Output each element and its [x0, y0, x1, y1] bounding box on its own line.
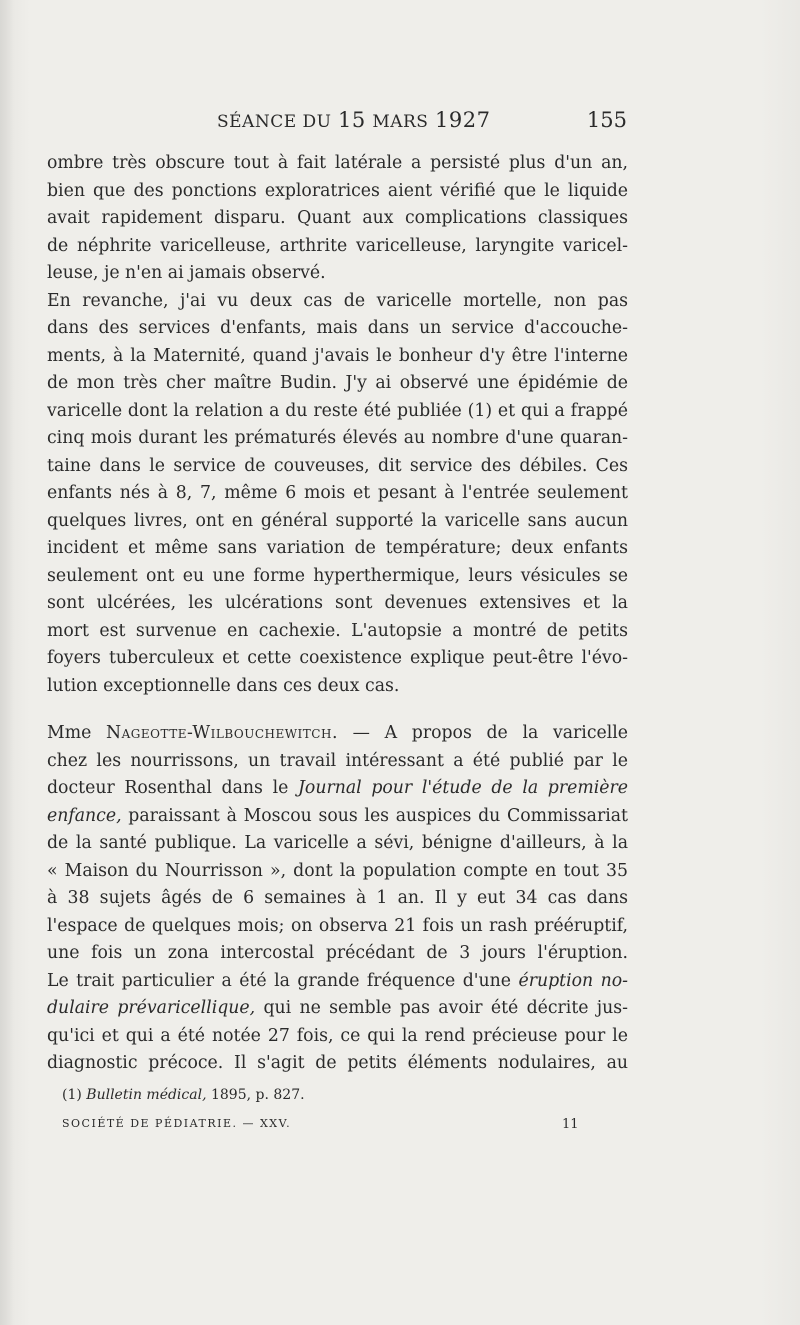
running-head-year: 1927 [435, 108, 491, 132]
running-head-month: MARS [372, 112, 429, 132]
text-line: de la santé publique. La varicelle a sévi, bénigne d'ailleurs, à la [47, 833, 628, 853]
text-line: En revanche, j'ai vu deux cas de varicelle mortelle, non pas [47, 290, 628, 311]
page-edge-shadow [0, 0, 14, 1325]
body-text [47, 150, 628, 1078]
text-line: avait rapidement disparu. Quant aux complications classiques [47, 208, 628, 228]
text-line: lution exceptionnelle dans ces deux cas. [47, 675, 400, 696]
text-line: enfants nés à 8, 7, même 6 mois et pesant à l'entrée seulement [47, 483, 628, 503]
text-line: seulement ont eu une forme hyperthermique, leurs vésicules se [47, 565, 628, 586]
text-line: quelques livres, ont en général supporté la varicelle sans aucun [47, 510, 628, 531]
text-line: une fois un zona intercostal précédant de 3 jours l'éruption. [47, 943, 628, 963]
text-line: « Maison du Nourrisson », dont la population compte en tout 35 [47, 860, 628, 881]
text-line: diagnostic précoce. Il s'agit de petits éléments nodulaires, au [47, 1053, 628, 1073]
printer-signature: SOCIÉTÉ DE PÉDIATRIE. — XXV. [62, 1117, 292, 1130]
running-head [217, 108, 490, 132]
text-line: leuse, je n'en ai jamais observé. [47, 263, 326, 283]
footnote-source: Bulletin médical, [86, 1087, 207, 1103]
page-header [47, 108, 627, 148]
signature-number: 11 [562, 1117, 579, 1132]
text-line: foyers tuberculeux et cette coexistence explique peut-être l'évo- [47, 648, 628, 668]
text-line [47, 968, 628, 996]
footnote-marker: (1) [62, 1087, 82, 1103]
text-line [47, 995, 628, 1023]
text-line: ombre très obscure tout à fait latérale a persisté plus d'un an, [47, 153, 628, 173]
running-head-day: 15 [338, 108, 366, 132]
text-line: de néphrite varicelleuse, arthrite varicelleuse, laryngite varicel- [47, 235, 628, 256]
text-line: cinq mois durant les prématurés élevés au nombre d'une quaran- [47, 428, 628, 448]
text-line: dans des services d'enfants, mais dans un service d'accouche- [47, 318, 628, 338]
text-line: l'espace de quelques mois; on observa 21 fois un rash prééruptif, [47, 915, 628, 936]
line-text: — A propos de la varicelle [352, 723, 628, 743]
speaker-prefix: Mme [47, 723, 92, 743]
line-text: paraissant à Moscou sous les auspices du Commissariat [128, 805, 628, 826]
paragraph-1 [47, 150, 628, 288]
page-number: 155 [586, 108, 627, 132]
text-line: à 38 sujets âgés de 6 semaines à 1 an. Il y eut 34 cas dans [47, 888, 628, 908]
journal-title-end: enfance, [47, 805, 122, 826]
footnote [62, 1087, 305, 1103]
paragraph-gap [47, 700, 628, 720]
speaker-name: Nageotte-Wilbouchewitch. [106, 723, 338, 743]
running-head-seance: SÉANCE DU [217, 112, 332, 132]
italic-term: dulaire prévaricellique, [47, 998, 256, 1018]
line-text: docteur Rosenthal dans le [47, 778, 289, 798]
footnote-details: 1895, p. 827. [210, 1087, 305, 1103]
text-line [47, 775, 628, 803]
text-line: chez les nourrissons, un travail intéressant a été publié par le [47, 750, 628, 771]
text-line: ments, à la Maternité, quand j'avais le bonheur d'y être l'interne [47, 345, 628, 366]
text-line [47, 720, 628, 748]
text-line: bien que des ponctions exploratrices aient vérifié que le liquide [47, 180, 628, 201]
line-text: Le trait particulier a été la grande fréquence d'une [47, 970, 512, 991]
text-line: qu'ici et qui a été notée 27 fois, ce qui la rend précieuse pour le [47, 1025, 628, 1046]
italic-term: éruption no- [518, 970, 628, 991]
line-text: qui ne semble pas avoir été décrite jus- [263, 998, 628, 1018]
journal-title: Journal pour l'étude de la première [298, 778, 628, 798]
text-line: sont ulcérées, les ulcérations sont devenues extensives et la [47, 593, 628, 613]
text-line: mort est survenue en cachexie. L'autopsie a montré de petits [47, 620, 628, 641]
paragraph-2 [47, 288, 628, 701]
text-line: de mon très cher maître Budin. J'y ai observé une épidémie de [47, 373, 628, 393]
paragraph-3 [47, 720, 628, 1078]
text-line [47, 803, 628, 831]
text-line: varicelle dont la relation a du reste été publiée (1) et qui a frappé [47, 400, 628, 421]
text-line: incident et même sans variation de température; deux enfants [47, 538, 628, 558]
text-line: taine dans le service de couveuses, dit service des débiles. Ces [47, 455, 628, 476]
